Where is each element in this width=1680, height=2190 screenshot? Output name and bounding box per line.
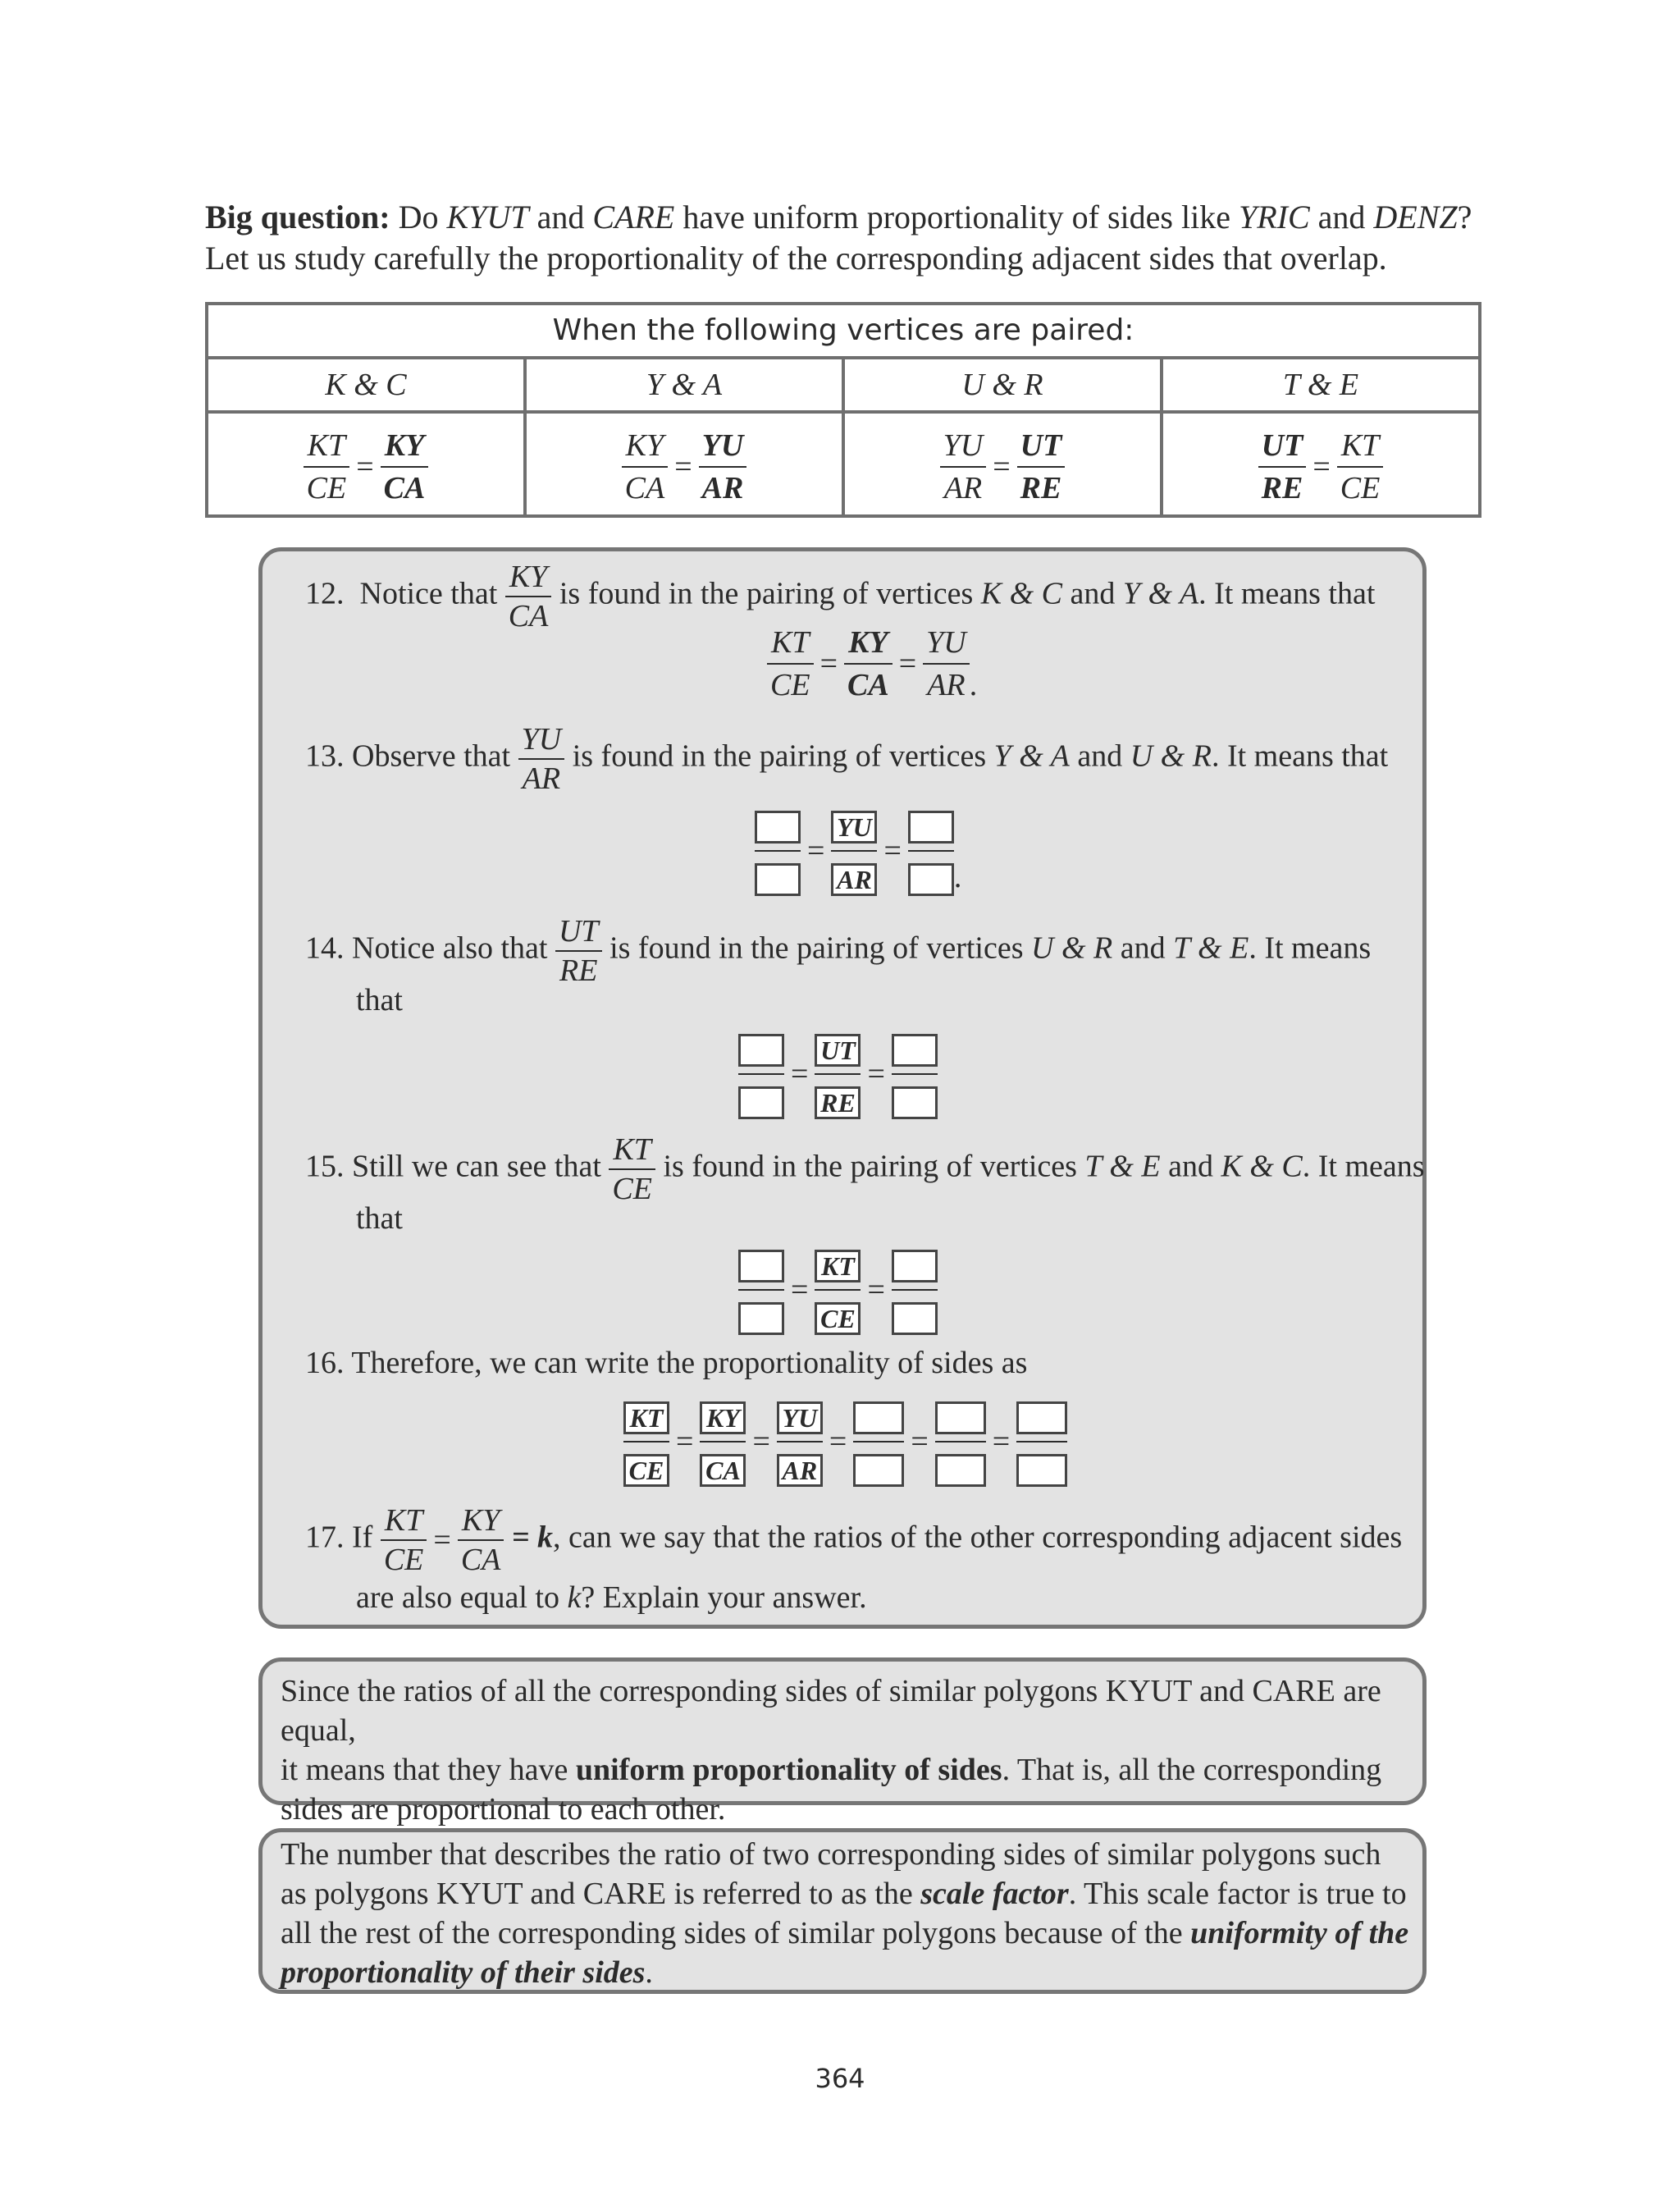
table-header: When the following vertices are paired: bbox=[208, 305, 1478, 359]
fraction: $\frac{KY}{CA}$ bbox=[458, 1502, 504, 1579]
summary-text: Since the ratios of all the corresponding sides of similar polygons KYUT and CARE are equal, it means that they have uniform proportionality of sides. That is, all the corresponding sides are proportional to each other. bbox=[281, 1674, 1382, 1827]
fraction: $\frac{YU}{AR}$ bbox=[518, 720, 565, 798]
answer-box[interactable] bbox=[738, 1086, 784, 1119]
answer-box[interactable] bbox=[908, 811, 954, 844]
answer-box[interactable] bbox=[755, 811, 801, 844]
fraction-cell: $\frac{KT}{CE}$ = $\frac{KY}{CA}$ bbox=[208, 414, 527, 514]
answer-box[interactable] bbox=[853, 1454, 904, 1487]
item-13: 13. Observe that $\frac{YU}{AR}$ is found in the pairing of vertices Y & A and U & R. It means that bbox=[305, 722, 1389, 796]
given-fraction: $\frac{YU}{AR}$ bbox=[831, 804, 877, 898]
blank-fraction bbox=[738, 1243, 784, 1337]
fraction: $\frac{YU}{AR}$ bbox=[923, 622, 970, 706]
given-fraction: $\frac{YU}{AR}$ bbox=[777, 1395, 823, 1488]
fraction: $\frac{UT}{RE}$ bbox=[1017, 425, 1066, 509]
answer-box[interactable] bbox=[892, 1250, 938, 1282]
answer-box[interactable] bbox=[935, 1401, 986, 1434]
answer-box[interactable] bbox=[755, 863, 801, 896]
answer-box[interactable] bbox=[738, 1302, 784, 1335]
definition-text: The number that describes the ratio of two corresponding sides of similar polygons such as polygons KYUT and CARE is referred to as the scale factor. This scale factor is true to all the rest of the corresponding sides of similar polygons because of the uniformity of the proportionality of their sides. bbox=[281, 1837, 1409, 1990]
item-15: 15. Still we can see that $\frac{KT}{CE}$ is found in the pairing of vertices T & E and K & C. It means that bbox=[305, 1132, 1425, 1236]
fraction-cell: $\frac{YU}{AR}$ = $\frac{UT}{RE}$ bbox=[845, 414, 1163, 514]
intro-line-1: Big question: Do KYUT and CARE have uniform proportionality of sides like YRIC and DENZ? bbox=[205, 199, 1472, 235]
given-fraction: $\frac{KT}{CE}$ bbox=[623, 1395, 669, 1488]
fraction: $\frac{KT}{CE}$ bbox=[609, 1131, 655, 1208]
fraction: $\frac{KT}{CE}$ bbox=[767, 622, 814, 706]
fraction: $\frac{KY}{CA}$ bbox=[622, 425, 669, 509]
blank-fraction bbox=[908, 804, 954, 898]
fraction: $\frac{KY}{CA}$ bbox=[505, 558, 552, 635]
intro-text bbox=[205, 197, 1485, 279]
intro-line-2: Let us study carefully the proportionality of the corresponding adjacent sides that overlap. bbox=[205, 240, 1387, 277]
fraction-cell: $\frac{UT}{RE}$ = $\frac{KT}{CE}$ bbox=[1163, 414, 1478, 514]
answer-box[interactable] bbox=[892, 1086, 938, 1119]
item-14-equation: = $\frac{UT}{RE}$ = bbox=[738, 1027, 938, 1121]
answer-box[interactable] bbox=[1016, 1401, 1067, 1434]
pair-cell: K & C bbox=[208, 359, 527, 410]
blank-fraction bbox=[738, 1027, 784, 1121]
blank-fraction bbox=[935, 1395, 986, 1488]
item-16-equation: $\frac{KT}{CE} = \frac{KY}{CA} = \frac{YU}{AR}$ = = = bbox=[623, 1395, 1067, 1488]
given-fraction: $\frac{KY}{CA}$ bbox=[700, 1395, 746, 1488]
answer-box[interactable] bbox=[892, 1034, 938, 1067]
item-17: 17. If $\frac{KT}{CE}$ = $\frac{KY}{CA}$ = k, can we say that the ratios of the other corresponding adjacent sides are also equal to k? Explain your answer. bbox=[305, 1503, 1403, 1615]
pair-cell: T & E bbox=[1282, 368, 1359, 402]
blank-fraction bbox=[853, 1395, 904, 1488]
given-fraction: $\frac{KT}{CE}$ bbox=[815, 1243, 861, 1337]
blank-fraction bbox=[892, 1243, 938, 1337]
item-14: 14. Notice also that $\frac{UT}{RE}$ is found in the pairing of vertices U & R and T & E. It means that bbox=[305, 914, 1372, 1017]
fraction: $\frac{KT}{CE}$ bbox=[1337, 425, 1384, 509]
page-number: 364 bbox=[815, 2063, 865, 2094]
item-15-equation: = $\frac{KT}{CE}$ = bbox=[738, 1243, 938, 1337]
fraction-cell: $\frac{KY}{CA}$ = $\frac{YU}{AR}$ bbox=[527, 414, 845, 514]
fraction: $\frac{UT}{RE}$ bbox=[1258, 425, 1307, 509]
answer-box[interactable] bbox=[892, 1302, 938, 1335]
answer-box[interactable] bbox=[738, 1250, 784, 1282]
fraction: $\frac{KY}{CA}$ bbox=[381, 425, 429, 509]
fraction: $\frac{YU}{AR}$ bbox=[940, 425, 987, 509]
pair-cell: Y & A bbox=[527, 359, 845, 410]
given-fraction: $\frac{UT}{RE}$ bbox=[815, 1027, 861, 1121]
table-pairs-row bbox=[208, 359, 1478, 414]
blank-fraction bbox=[755, 804, 801, 898]
answer-box[interactable] bbox=[853, 1401, 904, 1434]
table-fractions-row bbox=[208, 414, 1478, 514]
fraction: $\frac{UT}{RE}$ bbox=[555, 912, 602, 990]
answer-box[interactable] bbox=[908, 863, 954, 896]
fraction: $\frac{KY}{CA}$ bbox=[844, 622, 892, 706]
answer-box[interactable] bbox=[935, 1454, 986, 1487]
item-16: 16. Therefore, we can write the proportionality of sides as bbox=[305, 1346, 1028, 1380]
answer-box[interactable] bbox=[1016, 1454, 1067, 1487]
item-12: 12. Notice that $\frac{KY}{CA}$ is found in the pairing of vertices K & C and Y & A. It means that bbox=[305, 560, 1376, 633]
blank-fraction bbox=[1016, 1395, 1067, 1488]
fraction: $\frac{KT}{CE}$ bbox=[381, 1502, 427, 1579]
pair-cell: U & R bbox=[845, 359, 1163, 410]
item-12-equation: $\frac{KT}{CE}$ = $\frac{KY}{CA}$ = $\frac{YU}{AR}$ . bbox=[767, 622, 977, 706]
answer-box[interactable] bbox=[738, 1034, 784, 1067]
item-13-equation: = $\frac{YU}{AR}$ = . bbox=[755, 804, 961, 898]
fraction: $\frac{YU}{AR}$ bbox=[699, 425, 747, 509]
pairing-table bbox=[205, 302, 1481, 518]
blank-fraction bbox=[892, 1027, 938, 1121]
fraction: $\frac{KT}{CE}$ bbox=[304, 425, 350, 509]
